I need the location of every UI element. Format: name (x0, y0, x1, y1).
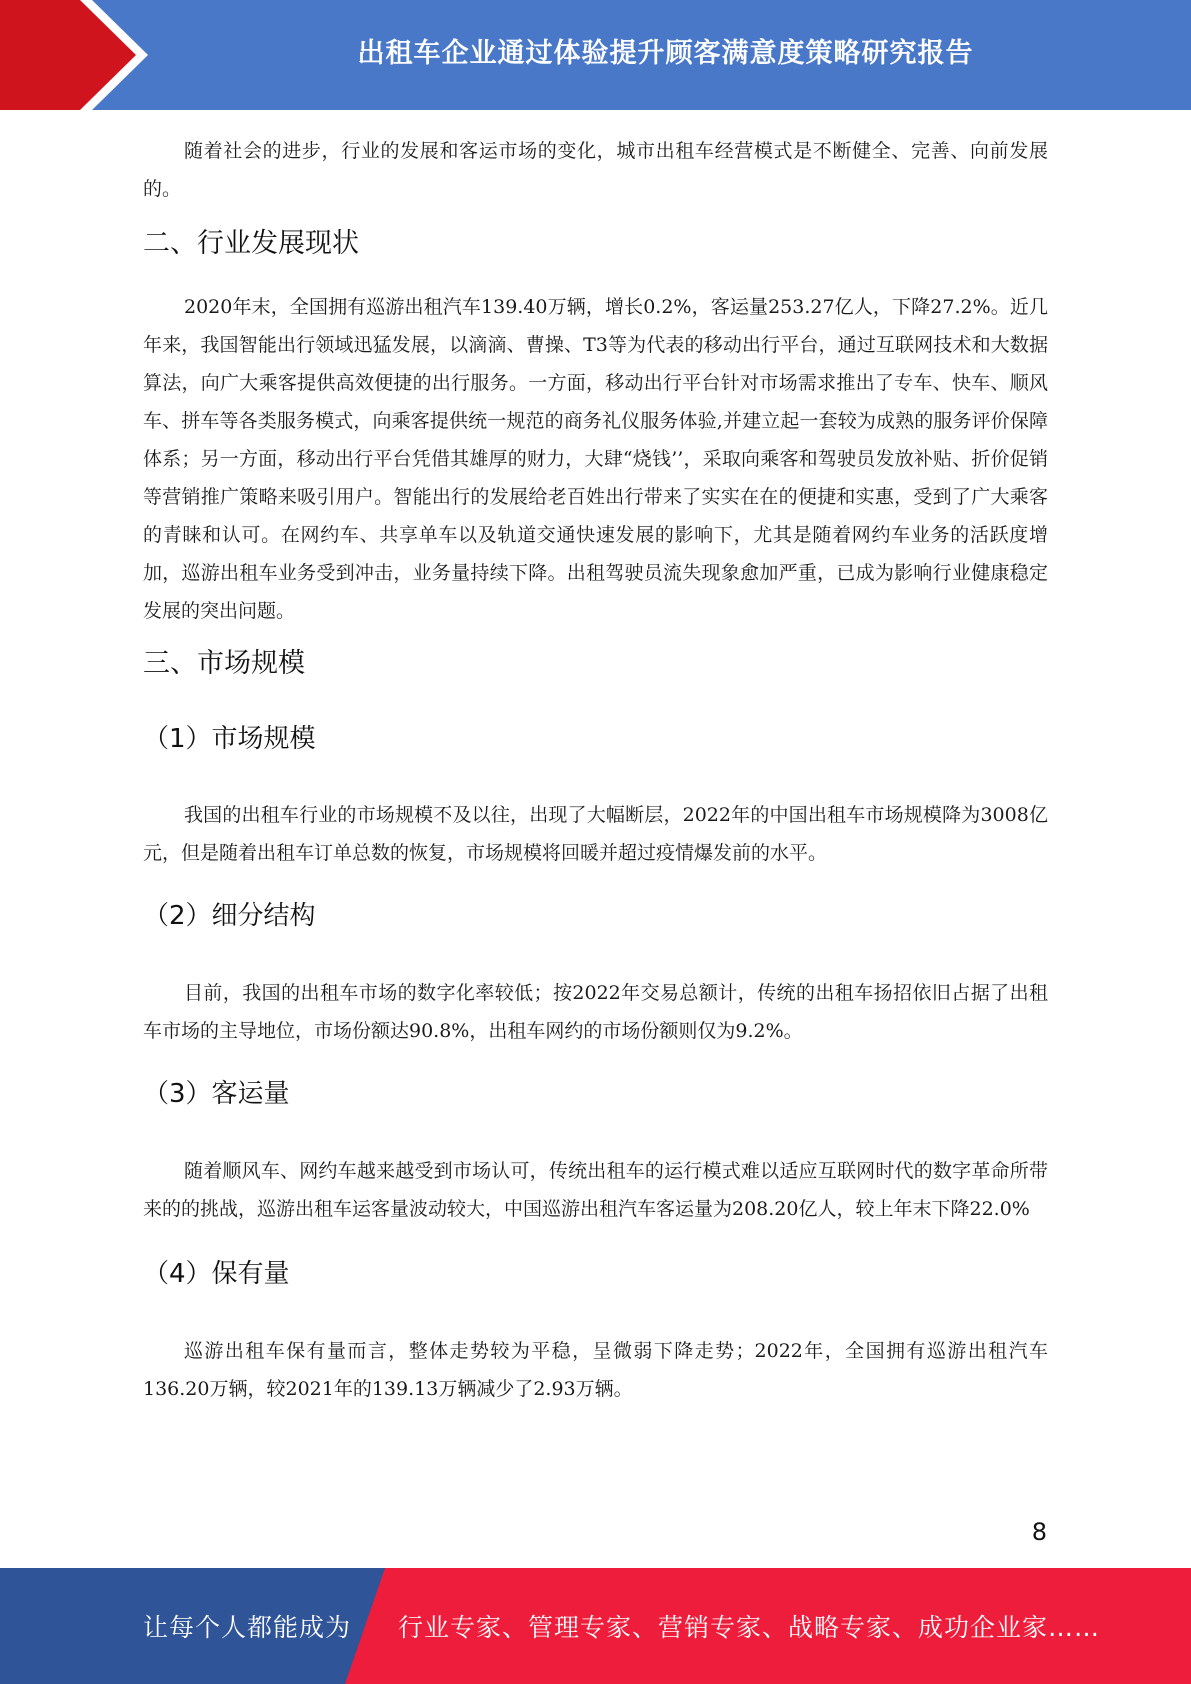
passenger-volume-paragraph: 随着顺风车、网约车越来越受到市场认可，传统出租车的运行模式难以适应互联网时代的数字革命所带来的的挑战，巡游出租车运客量波动较大，中国巡游出租汽车客运量为208.20亿人，较上年末下降22.0% (143, 1160, 1048, 1220)
intro-paragraph: 随着社会的进步，行业的发展和客运市场的变化，城市出租车经营模式是不断健全、完善、向前发展的。 (143, 140, 1048, 200)
subsection-heading-fleet-size: （4）保有量 (143, 1259, 290, 1289)
market-scale-paragraph: 我国的出租车行业的市场规模不及以往，出现了大幅断层，2022年的中国出租车市场规模降为3008亿元，但是随着出租车订单总数的恢复，市场规模将回暖并超过疫情爆发前的水平。 (143, 804, 1048, 864)
fleet-size-paragraph: 巡游出租车保有量而言，整体走势较为平稳，呈微弱下降走势；2022年，全国拥有巡游出租汽车136.20万辆，较2021年的139.13万辆减少了2.93万辆。 (143, 1340, 1048, 1400)
section-heading-industry-status: 二、行业发展现状 (143, 228, 359, 259)
main-content (143, 132, 1048, 1408)
subsection-heading-segment-structure: （2）细分结构 (143, 901, 316, 931)
subsection-heading-passenger-volume: （3）客运量 (143, 1079, 290, 1109)
subsection-heading-market-scale: （1）市场规模 (143, 724, 316, 754)
footer-slogan-right: 行业专家、管理专家、营销专家、战略专家、成功企业家…… (398, 1613, 1101, 1642)
report-title: 出租车企业通过体验提升顾客满意度策略研究报告 (357, 37, 974, 69)
industry-status-paragraph: 2020年末，全国拥有巡游出租汽车139.40万辆，增长0.2%，客运量253.27亿人，下降27.2%。近几年来，我国智能出行领域迅猛发展，以滴滴、曹操、T3等为代表的移动出行平台，通过互联网技术和大数据算法，向广大乘客提供高效便捷的出行服务。一方面，移动出行平台针对市场需求推出了专车、快车、顺风车、拼车等各类服务模式，向乘客提供统一规范的商务礼仪服务体验,并建立起一套较为成熟的服务评价保障体系；另一方面，移动出行平台凭借其雄厚的财力，大肆“烧钱’’，采取向乘客和驾驶员发放补贴、折价促销等营销推广策略来吸引用户。智能出行的发展给老百姓出行带来了实实在在的便捷和实惠，受到了广大乘客的青睐和认可。在网约车、共享单车以及轨道交通快速发展的影响下，尤其是随着网约车业务的活跃度增加，巡游出租车业务受到冲击，业务量持续下降。出租驾驶员流失现象愈加严重，已成为影响行业健康稳定发展的突出问题。 (143, 296, 1048, 622)
section-heading-market-size: 三、市场规模 (143, 648, 305, 679)
chevron-icon (0, 0, 155, 110)
page-footer (0, 1568, 1191, 1684)
page-header (0, 0, 1191, 110)
page-number: 8 (1031, 1518, 1047, 1546)
footer-slogan-left: 让每个人都能成为 (143, 1613, 352, 1642)
segment-structure-paragraph: 目前，我国的出租车市场的数字化率较低；按2022年交易总额计，传统的出租车扬招依旧占据了出租车市场的主导地位，市场份额达90.8%，出租车网约的市场份额则仅为9.2%。 (143, 982, 1048, 1042)
